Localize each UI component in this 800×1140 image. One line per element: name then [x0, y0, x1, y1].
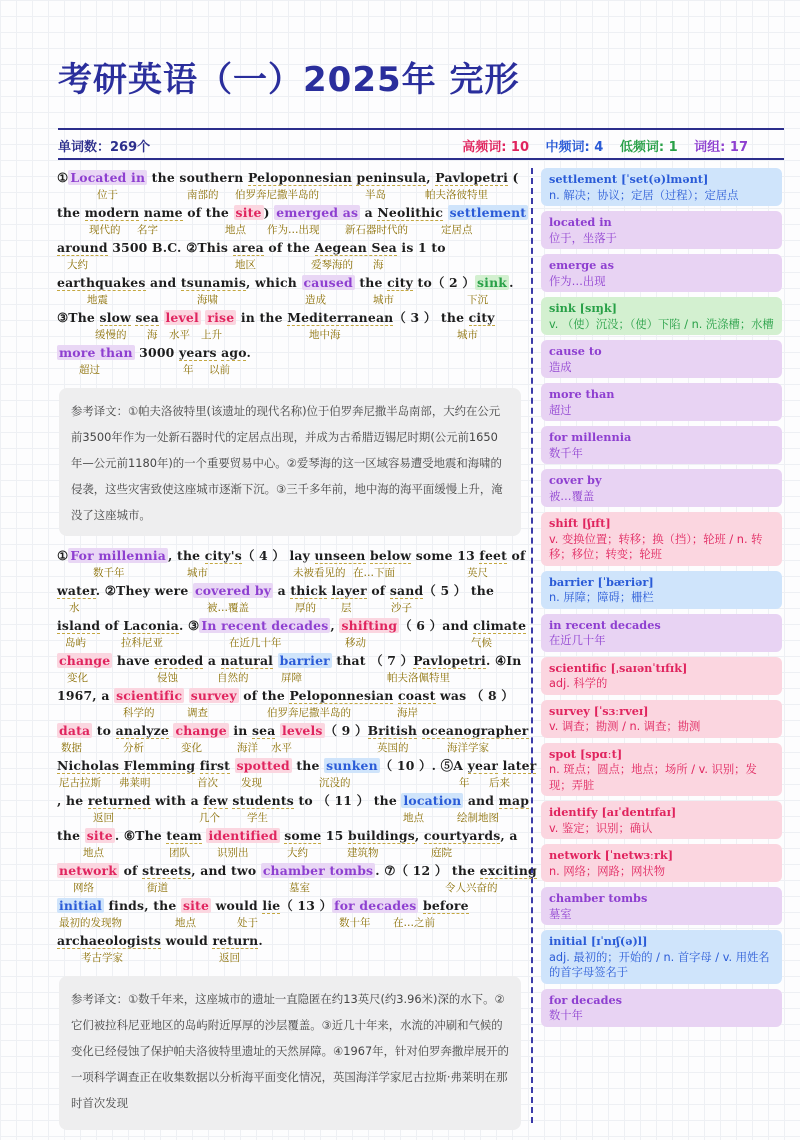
gloss-line: 大约 地区 爱琴海的 海 — [67, 259, 384, 271]
vocab-definition: 数千年 — [549, 446, 583, 460]
gloss-line: 最初的发现物 地点 处于 数十年 在…之前 — [59, 917, 435, 929]
word-count: 单词数：269个 — [58, 140, 151, 155]
vocab-word: located in — [549, 215, 612, 229]
passage-line: water. ②They were covered by a thick layer of sand（ 5 ） the — [57, 583, 495, 598]
vocab-definition: n. 网络；网路；网状物 — [549, 864, 666, 878]
passage-line: the modern name of the site ) emerged as a Neolithic settlement — [57, 205, 527, 220]
vocab-word: cause to — [549, 344, 602, 358]
phrase-count: 词组: 17 — [694, 140, 748, 155]
passage-line: ③The slow sea level rise in the Mediterranean（ 3 ） the city — [57, 310, 495, 325]
vocab-card — [541, 297, 782, 335]
vocab-definition: adj. 最初的；开始的 / n. 首字母 / v. 用姓名的首字母签名于 — [549, 950, 770, 979]
passage-line: data to analyze change in sea levels （ 9 ）British oceanographer — [59, 723, 529, 738]
vocab-word: emerge as — [549, 258, 614, 272]
vocab-definition: n. 屏障；障碍；栅栏 — [549, 591, 654, 604]
vocab-definition: n. 斑点；圆点；地点；场所 / v. 识别；发现；弄脏 — [549, 763, 757, 792]
vocab-card — [541, 930, 782, 984]
vocab-card — [541, 571, 782, 609]
gloss-line: 返回 几个 学生 地点 绘制地图 — [93, 812, 499, 824]
gloss-line: 网络 街道 墓室 令人兴奋的 — [73, 882, 498, 894]
gloss-line: 变化 侵蚀 自然的 屏障 帕夫洛佩特里 — [67, 672, 450, 684]
low-frequency-count: 低频词: 1 — [619, 140, 678, 155]
vocab-card — [541, 700, 782, 738]
gloss-line: 岛屿 拉科尼亚 在近几十年 移动 气候 — [65, 637, 492, 649]
vocab-definition: n. 解决；协议；定居（过程）；定居点 — [549, 188, 739, 202]
gloss-line: 地点 团队 识别出 大约 建筑物 庭院 — [83, 847, 452, 859]
gloss-line: 尼古拉斯 弗莱明 首次 发现 沉没的 年 后来 — [59, 777, 510, 789]
vocab-card — [541, 989, 782, 1027]
vocab-definition: 超过 — [549, 403, 572, 417]
gloss-line: 数据 分析 变化 海洋 水平 英国的 海洋学家 — [61, 742, 489, 754]
gloss-line: 考古学家 返回 — [81, 952, 240, 964]
vocab-card — [541, 614, 782, 652]
passage-line: , he returned with a few students to （ 11 ） the location and map — [57, 793, 530, 808]
vocab-word: network [ˈnetwɜːrk] — [549, 848, 674, 862]
vocab-card — [541, 887, 782, 925]
vocab-definition: v. 调查；勘测 / n. 调查；勘测 — [549, 720, 701, 733]
frequency-stats — [450, 136, 748, 155]
vocab-definition: v. 鉴定；识别；确认 — [549, 821, 653, 835]
passage-line: earthquakes and tsunamis, which caused the city to（ 2 ） sink . — [57, 275, 514, 290]
passage-line: Nicholas Flemming first spotted the sunken （ 10 ）. ⑤A year later — [57, 758, 537, 773]
vocab-card — [541, 801, 782, 839]
gloss-line: 数千年 城市 未被看见的 在…下面 英尺 — [93, 567, 488, 579]
vocab-card — [541, 340, 782, 378]
passage-line: 1967, a scientific survey of the Peloponnesian coast was （ 8 ） — [57, 688, 514, 703]
vocab-card — [541, 426, 782, 464]
gloss-line: 现代的 名字 地点 作为…出现 新石器时代的 定居点 — [89, 224, 473, 236]
vocab-word: for decades — [549, 992, 623, 1007]
passage-line: more than 3000 years ago. — [59, 345, 251, 360]
vocab-definition: v. 变换位置；转移；换（挡）；轮班 / n. 转移；移位；转变；轮班 — [549, 532, 763, 561]
vocab-card — [541, 211, 782, 249]
vocab-definition: 被…覆盖 — [549, 489, 595, 503]
gloss-line: 科学的 调查 伯罗奔尼撒半岛的 海岸 — [123, 707, 418, 719]
column-divider — [531, 168, 533, 1123]
passage-line: island of Laconia. ③ In recent decades , shifting （ 6 ）and climate — [57, 618, 527, 633]
stats-bottom-rule — [58, 158, 784, 160]
vocab-word: more than — [549, 387, 615, 401]
vocab-word: chamber tombs — [549, 891, 648, 905]
vocab-definition: 位于，坐落于 — [549, 231, 617, 245]
translation-box-1: 参考译文：①帕夫洛彼特里(该遗址的现代名称)位于伯罗奔尼撒半岛南部，大约在公元前3500年作为一处新石器时代的定居点出现，并成为古希腊迈锡尼时期(公元前1650年—公元前1180年)的一个重要贸易中心。②爱琴海的这一区域容易遭受地震和海啸的侵袭，这些灾害致使这座城市逐渐下沉。③三千多年前，地中海的海平面缓慢上升，淹没了这座城市。 — [59, 388, 521, 536]
vocab-card — [541, 844, 782, 882]
passage-line: ① For millennia , the city's（ 4 ） lay unseen below some 13 feet of — [57, 548, 526, 563]
vocab-word: settlement [ˈset(ə)lmənt] — [549, 172, 709, 186]
vocab-definition: 墓室 — [549, 907, 572, 921]
high-frequency-count: 高频词: 10 — [462, 140, 530, 155]
vocab-word: identify [aɪˈdentɪfaɪ] — [549, 805, 677, 819]
page-title: 考研英语（一）2025年 完形 — [58, 60, 520, 100]
vocab-word: scientific [ˌsaɪənˈtɪfɪk] — [549, 660, 688, 675]
passage-paragraph-1 — [57, 168, 527, 378]
passage-line: around 3500 B.C. ②This area of the Aegean Sea is 1 to — [57, 240, 446, 255]
passage-line: initial finds, the site would lie（ 13 ） for decades before — [59, 898, 469, 913]
gloss-line: 缓慢的 海 水平 上升 地中海 城市 — [95, 329, 478, 341]
vocab-card — [541, 743, 782, 797]
vocab-word: initial [ɪˈnɪʃ(ə)l] — [549, 934, 648, 948]
vocab-definition: 造成 — [549, 360, 572, 374]
passage-line: ① Located in the southern Peloponnesian peninsula, Pavlopetri ( — [57, 170, 519, 185]
gloss-line: 地震 海啸 造成 城市 下沉 — [87, 294, 488, 306]
vocab-word: for millennia — [549, 430, 632, 444]
gloss-line: 水 被…覆盖 厚的 层 沙子 — [69, 602, 412, 614]
gloss-line: 位于 南部的 伯罗奔尼撒半岛的 半岛 帕夫洛彼特里 — [97, 189, 488, 201]
vocab-word: survey [ˈsɜːrveɪ] — [549, 703, 649, 718]
vocab-word: spot [spɑːt] — [549, 746, 623, 761]
vocab-card — [541, 657, 782, 695]
vocab-word: shift [ʃɪft] — [549, 516, 611, 530]
vocab-word: cover by — [549, 473, 602, 487]
vocab-definition: 在近几十年 — [549, 634, 606, 647]
vocab-card — [541, 168, 782, 206]
vocab-definition: adj. 科学的 — [549, 677, 608, 690]
vocab-definition: v. （使）沉没；（使）下陷 / n. 洗涤槽；水槽 — [549, 317, 774, 331]
translation-box-2: 参考译文：①数千年来，这座城市的遗址一直隐匿在约13英尺(约3.96米)深的水下。②它们被拉科尼亚地区的岛屿附近厚厚的沙层覆盖。③近几十年来，水流的冲刷和气候的变化已经侵蚀了保护帕夫洛彼特里遗址的天然屏障。④1967年，针对伯罗奔撒岸展开的一项科学调查正在收集数据以分析海平面变化情况，英国海洋学家尼古拉斯·弗莱明在那时首次发现 — [59, 976, 521, 1130]
vocab-card — [541, 469, 782, 507]
passage-column — [57, 168, 537, 1140]
vocab-card — [541, 254, 782, 292]
passage-line: network of streets, and two chamber tombs . ⑦（ 12 ） the exciting — [59, 863, 537, 878]
vocab-word: sink [sɪŋk] — [549, 301, 618, 315]
passage-line: the site . ⑥The team identified some 15 buildings, courtyards, a — [57, 828, 518, 843]
vocab-definition: 数十年 — [549, 1009, 583, 1022]
vocab-definition: 作为…出现 — [549, 274, 606, 288]
stats-top-rule — [58, 128, 784, 130]
passage-line: archaeologists would return. — [57, 933, 263, 948]
vocab-word: barrier [ˈbæriər] — [549, 574, 654, 589]
mid-frequency-count: 中频词: 4 — [545, 140, 604, 155]
vocabulary-column — [541, 168, 782, 1032]
passage-line: change have eroded a natural barrier that （ 7 ）Pavlopetri. ④In — [59, 653, 522, 668]
vocab-card — [541, 512, 782, 566]
passage-paragraph-2 — [57, 546, 537, 966]
gloss-line: 超过 年 以前 — [79, 364, 230, 376]
vocab-card — [541, 383, 782, 421]
vocab-word: in recent decades — [549, 617, 661, 632]
